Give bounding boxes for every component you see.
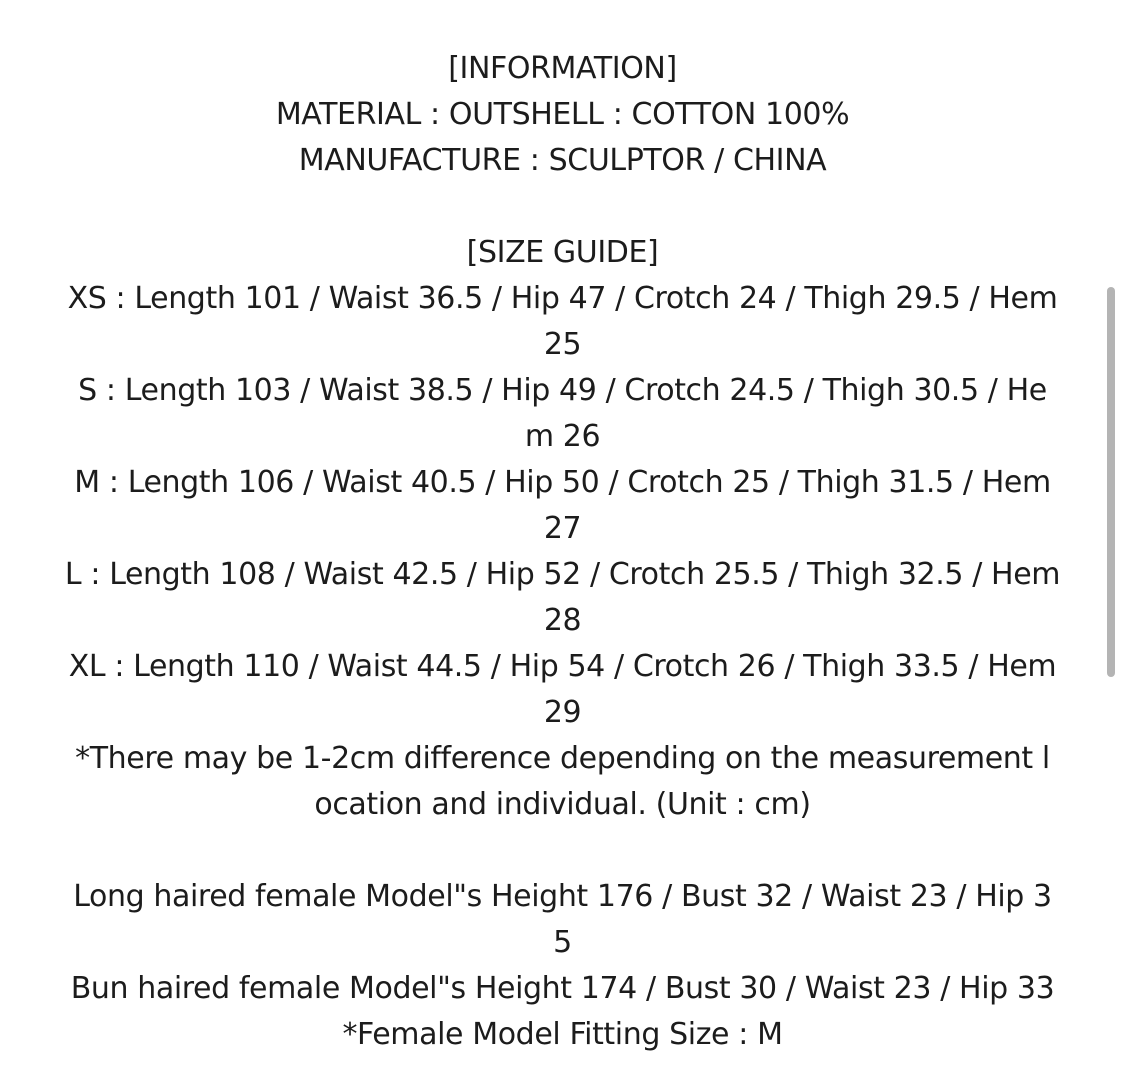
- section-spacer: [0, 828, 1125, 874]
- model-fitting-size: *Female Model Fitting Size : M: [342, 1017, 783, 1052]
- size-row-xs: XS : Length 101 / Waist 36.5 / Hip 47 / Crotch 24 / Thigh 29.5 / Hem: [67, 281, 1058, 316]
- material-text: MATERIAL : OUTSHELL : COTTON 100%: [275, 97, 850, 132]
- long-haired-model-info: Long haired female Model"s Height 176 / Bust 32 / Waist 23 / Hip 3: [73, 879, 1052, 914]
- bun-haired-model-info: Bun haired female Model"s Height 174 / Bust 30 / Waist 23 / Hip 33: [70, 971, 1055, 1006]
- size-row-xl: XL : Length 110 / Waist 44.5 / Hip 54 / Crotch 26 / Thigh 33.5 / Hem: [68, 649, 1057, 684]
- vertical-scrollbar[interactable]: [1107, 287, 1115, 677]
- size-row-l-wrap: 28: [543, 603, 582, 638]
- size-row-s: S : Length 103 / Waist 38.5 / Hip 49 / Crotch 24.5 / Thigh 30.5 / He: [78, 373, 1047, 408]
- measurement-note: *There may be 1-2cm difference depending on the measurement l: [75, 741, 1050, 776]
- size-guide-heading: [SIZE GUIDE]: [466, 235, 659, 270]
- size-row-m: M : Length 106 / Waist 40.5 / Hip 50 / Crotch 25 / Thigh 31.5 / Hem: [74, 465, 1051, 500]
- information-heading: [INFORMATION]: [448, 51, 677, 86]
- manufacture-text: MANUFACTURE : SCULPTOR / CHINA: [298, 143, 827, 178]
- measurement-note-wrap: ocation and individual. (Unit : cm): [314, 787, 811, 822]
- long-haired-model-info-wrap: 5: [553, 925, 572, 960]
- size-row-xl-wrap: 29: [543, 695, 582, 730]
- size-row-m-wrap: 27: [543, 511, 582, 546]
- size-row-xs-wrap: 25: [543, 327, 582, 362]
- size-row-l: L : Length 108 / Waist 42.5 / Hip 52 / Crotch 25.5 / Thigh 32.5 / Hem: [64, 557, 1061, 592]
- section-spacer: [0, 184, 1125, 230]
- product-description: [0, 46, 1125, 1058]
- size-row-s-wrap: m 26: [524, 419, 601, 454]
